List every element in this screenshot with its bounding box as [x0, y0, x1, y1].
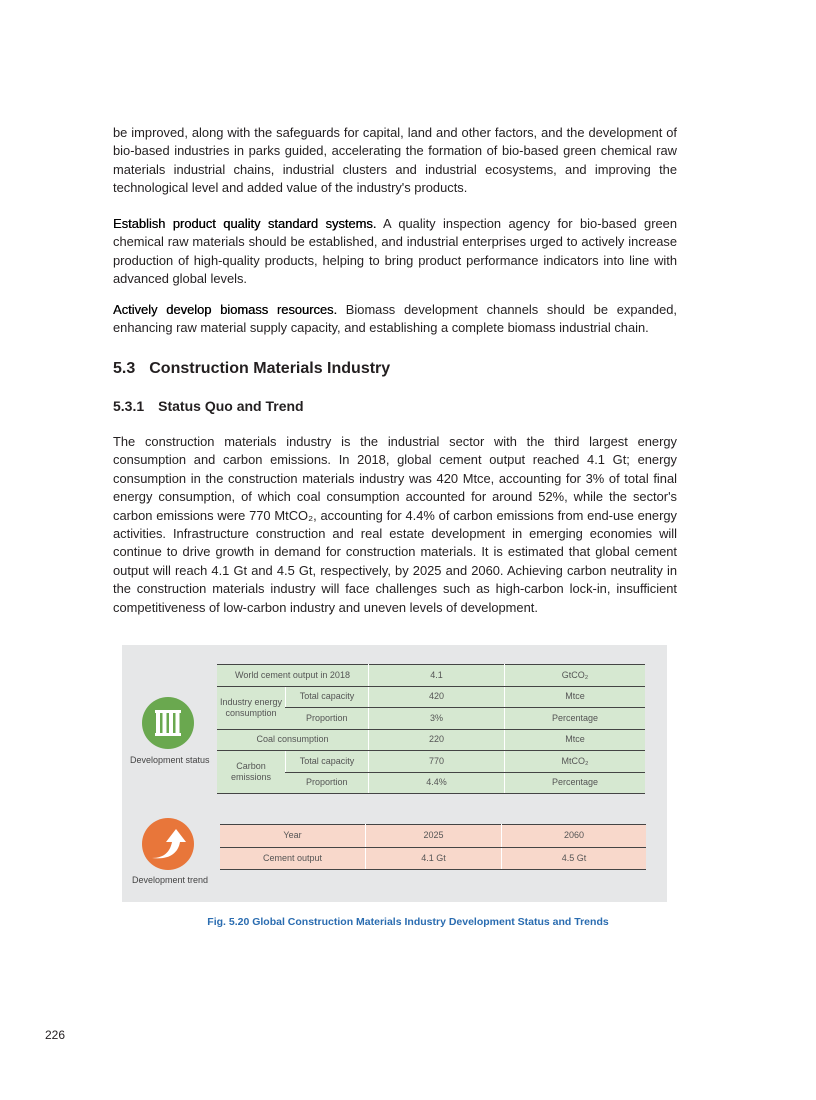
table-cell: 4.5 Gt [502, 847, 647, 870]
table-cell: MtCO₂ [505, 751, 646, 773]
table-cell: 2060 [502, 825, 647, 848]
section-heading [113, 360, 404, 378]
table-cell: Total capacity [286, 751, 369, 773]
subsection-title: Status Quo and Trend [158, 398, 304, 414]
status-table [217, 664, 645, 794]
table-cell: Total capacity [286, 686, 369, 708]
table-cell: Mtce [505, 729, 646, 751]
paragraph: The construction materials industry is the industrial sector with the third largest energy consumption and carbon emissions. In 2018, global cement output reached 4.1 Gt; energy consumption in the construction materials industry was 420 Mtce, accounting for 3% of total final energy consumption, of which coal consumption accounted for around 52%, while the sector's carbon emissions were 770 MtCO₂, accounting for 4.4% of carbon emissions from end-use energy activities. Infrastructure construction and real estate development in emerging economies will continue to drive growth in demand for construction materials. It is estimated that global cement output will reach 4.1 Gt and 4.5 Gt, respectively, by 2025 and 2060. Achieving carbon neutrality in the construction materials industry will face challenges such as high-carbon lock-in, insufficient competitiveness of low-carbon industry and uneven levels of development. [113, 434, 677, 615]
paragraph-lead: Establish product quality standard systems. [113, 216, 377, 231]
table-row [217, 665, 645, 687]
section-title: Construction Materials Industry [149, 360, 391, 377]
trend-label: Development trend [132, 875, 209, 885]
paragraph [113, 215, 677, 289]
table-cell: Proportion [286, 708, 369, 730]
table-cell: 4.1 Gt [366, 847, 502, 870]
subsection-heading [113, 398, 318, 414]
pillars-icon [142, 697, 194, 749]
table-row [220, 847, 646, 870]
table-cell: 770 [369, 751, 505, 773]
table-cell: Industry energy consumption [217, 686, 286, 729]
table-cell: Carbon emissions [217, 751, 286, 794]
table-cell: 220 [369, 729, 505, 751]
page-number: 226 [45, 1028, 66, 1042]
paragraph-lead: Actively develop biomass resources. [113, 302, 338, 317]
table-row [217, 751, 645, 773]
table-cell: Mtce [505, 686, 646, 708]
table-cell: 3% [369, 708, 505, 730]
table-cell: Coal consumption [217, 729, 369, 751]
table-cell: 4.1 [369, 665, 505, 687]
paragraph [113, 301, 677, 338]
paragraph: be improved, along with the safeguards for capital, land and other factors, and the development of bio-based industries in parks guided, accelerating the formation of bio-based green chemical raw materials industrial chains, industrial clusters and industrial ecosystems, and improving the technological level and added value of the industry's products. [113, 125, 677, 196]
table-row [217, 686, 645, 708]
upward-arrow-icon [142, 818, 194, 870]
table-row [220, 825, 646, 848]
figure-caption: Fig. 5.20 Global Construction Materials Industry Development Status and Trends [207, 916, 609, 928]
table-cell: Year [220, 825, 366, 848]
table-cell: World cement output in 2018 [217, 665, 369, 687]
table-cell: 4.4% [369, 772, 505, 794]
table-row [217, 729, 645, 751]
section-number: 5.3 [113, 360, 136, 377]
table-cell: 2025 [366, 825, 502, 848]
table-cell: 420 [369, 686, 505, 708]
trend-table [220, 824, 646, 870]
status-label: Development status [130, 755, 210, 765]
table-cell: GtCO₂ [505, 665, 646, 687]
table-cell: Cement output [220, 847, 366, 870]
table-cell: Proportion [286, 772, 369, 794]
table-cell: Percentage [505, 772, 646, 794]
paragraph-text: A quality inspection agency for bio-based green chemical raw materials should be established, and industrial enterprises urged to actively increase production of high-quality products, helping to bring product performance indicators into line with advanced global levels. [113, 216, 678, 287]
subsection-number: 5.3.1 [113, 398, 145, 414]
paragraph-text: Biomass development channels should be expanded, enhancing raw material supply capacity, and establishing a complete biomass industrial chain. [113, 302, 677, 336]
table-cell: Percentage [505, 708, 646, 730]
figure [122, 645, 667, 902]
